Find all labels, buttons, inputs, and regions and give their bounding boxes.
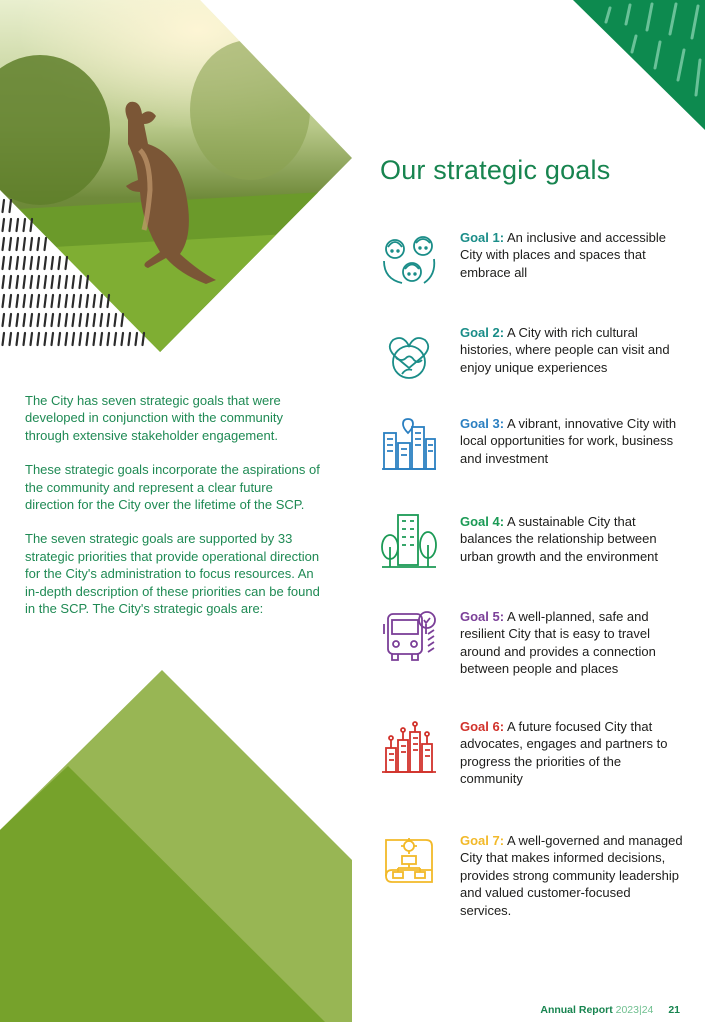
tower-trees-icon xyxy=(380,513,438,571)
intro-paragraph-3: The seven strategic goals are supported by 33 strategic priorities that provide operational direction for the City's administration to focus resources. An in-depth description of these priorities can be found in the SCP. The City's strategic goals are: xyxy=(25,531,320,617)
goal-7-text xyxy=(460,832,685,919)
intro-paragraph-2: These strategic goals incorporate the aspirations of the community and represent a clear future direction for the City over the lifetime of the SCP. xyxy=(25,462,320,513)
goal-4-label: Goal 4: xyxy=(460,514,505,529)
intro-paragraph-1: The City has seven strategic goals that were developed in conjunction with the community through extensive stakeholder engagement. xyxy=(25,393,283,443)
goal-6-label: Goal 6: xyxy=(460,719,505,734)
goal-4-description: A sustainable City that balances the relationship between urban growth and the environment xyxy=(460,514,659,564)
intro-text xyxy=(25,392,325,634)
goal-1-text xyxy=(460,229,685,281)
bus-icon xyxy=(380,608,438,666)
goal-6-text xyxy=(460,718,685,788)
people-faces-icon xyxy=(380,229,438,287)
goal-2-text xyxy=(460,324,685,376)
goal-4-text xyxy=(460,513,685,565)
page-number: 21 xyxy=(668,1004,680,1016)
goal-3-description: A vibrant, innovative City with local opportunities for work, business and investment xyxy=(460,416,677,466)
footer-year: 2023|24 xyxy=(615,1004,654,1016)
goal-5-label: Goal 5: xyxy=(460,609,505,624)
city-buildings-icon xyxy=(380,415,438,473)
goal-5-text xyxy=(460,608,685,678)
goal-7-label: Goal 7: xyxy=(460,833,505,848)
goal-2-description: A City with rich cultural histories, where people can visit and enjoy unique experiences xyxy=(460,325,670,375)
goal-6-description: A future focused City that advocates, engages and partners to progress the priorities of the community xyxy=(460,719,668,787)
goal-2-label: Goal 2: xyxy=(460,325,505,340)
goal-7-description: A well-governed and managed City that makes informed decisions, provides strong community leadership and valued customer-focused services. xyxy=(460,833,683,918)
page-footer xyxy=(540,1004,680,1016)
goal-5-description: A well-planned, safe and resilient City that is easy to travel around and provides a connection between people and places xyxy=(460,609,656,677)
heart-globe-icon xyxy=(380,324,438,382)
smart-city-icon xyxy=(380,718,438,776)
green-corner-triangle xyxy=(573,0,705,130)
goal-1-description: An inclusive and accessible City with places and spaces that embrace all xyxy=(460,230,666,280)
blueprint-gear-icon xyxy=(380,832,438,890)
goal-3-text xyxy=(460,415,685,467)
goal-1-label: Goal 1: xyxy=(460,230,505,245)
page-title: Our strategic goals xyxy=(380,155,611,185)
footer-report-title: Annual Report xyxy=(540,1004,613,1016)
goal-3-label: Goal 3: xyxy=(460,416,505,431)
